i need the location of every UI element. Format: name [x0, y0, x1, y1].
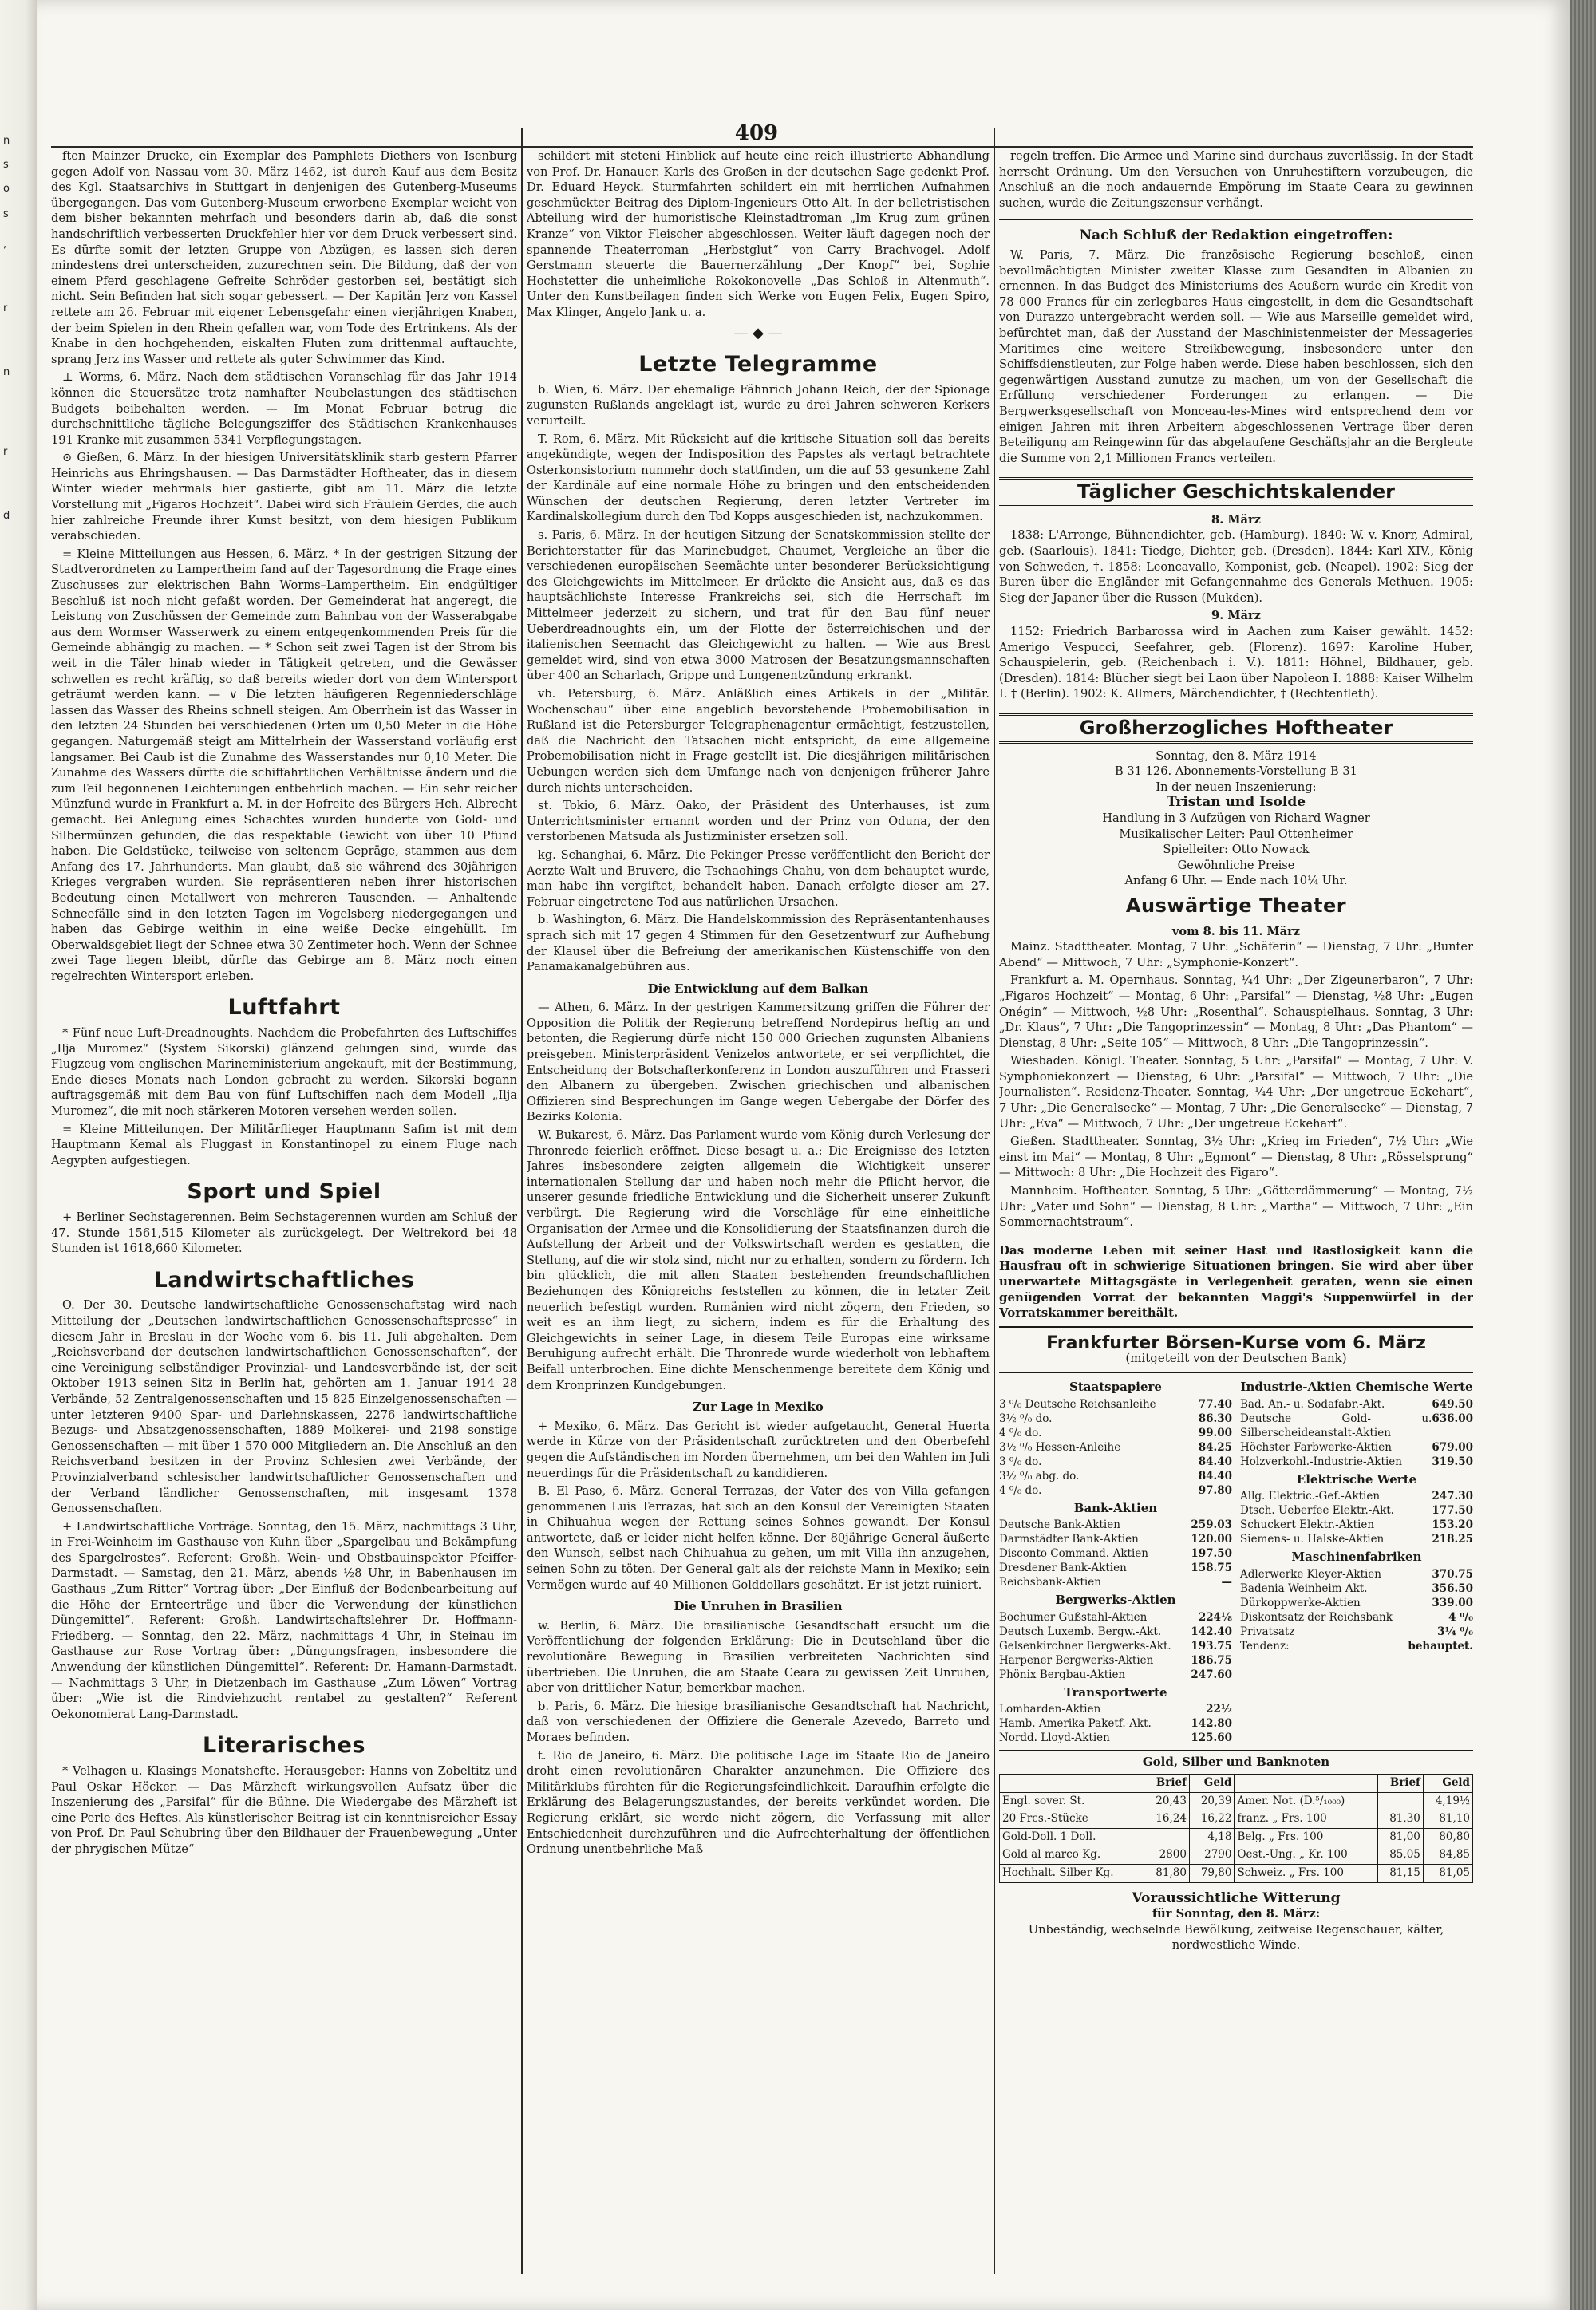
article-paragraph: ⊙ Gießen, 6. März. In der hiesigen Universitätsklinik starb gestern Pfarrer Heinrichs aus Ehringshausen. — Das Darmstädter Hoftheater, das in diesem Winter wieder mehrmals hier gastierte, gibt am 11. März die letzte Vorstellung mit „Figaros Hochzeit“. Dabei wird sich Fräulein Gerdes, die auch hier zahlreiche Freunde ihrer Kunst besitzt, von dem hiesigen Publikum verabschieden.: [51, 451, 517, 543]
kurse-row: [1240, 1610, 1473, 1625]
binding-fragment: ,: [3, 239, 7, 251]
kurse-security-name: 3½ ⁰/₀ do.: [999, 1412, 1053, 1425]
weather-date: für Sonntag, den 8. März:: [1152, 1907, 1321, 1921]
gold-table-cell: 20,43: [1144, 1792, 1190, 1810]
telegram-paragraph: t. Rio de Janeiro, 6. März. Die politische Lage im Staate Rio de Janeiro droht einen revolutionären Charakter anzunehmen. Die Offiziere des Militärklubs fürchten für die Regierungsfeindlichkeit. Daraufhin erfolgte die Erklärung des Belagerungszustandes, der bereits verkündet worden. Die Regierung erklärt, sie werde nicht zögern, die Verfassung mit aller Entschiedenheit durchzuführen und die Aufrechterhaltung der öffentlichen Ordnung unentbehrliche Maß: [527, 1748, 990, 1857]
theater-line: Spielleiter: Otto Nowack: [1163, 843, 1310, 857]
kurse-row: [999, 1653, 1232, 1668]
kurse-security-name: Hamb. Amerika Paketf.-Akt.: [999, 1717, 1152, 1731]
binding-fragment: r: [3, 302, 8, 314]
weather-forecast: Unbeständig, wechselnde Bewölkung, zeitweise Regenschauer, kälter, nordwestliche Winde.: [1028, 1922, 1444, 1953]
kurse-security-name: Deutsch Luxemb. Bergw.-Akt.: [999, 1625, 1162, 1638]
theater-listing: Wiesbaden. Königl. Theater. Sonntag, 5 Uhr: „Parsifal“ — Montag, 7 Uhr: V. Symphoniekonzert — Dienstag, 6 Uhr: „Parsifal“ — Mittwoch, 7 Uhr: „Die Journalisten“. Residenz-Theater. Sonntag, ¼4 Uhr: „Der ungetreue Eckehart“, 7 Uhr: „Die Generalsecke“ — Montag, 7 Uhr: „Die Generalsecke“ — Dienstag, 7 Uhr: „Eva“ — Mittwoch, 7 Uhr: „Der ungetreue Eckehart“.: [999, 1054, 1473, 1131]
kurse-security-name: Harpener Bergwerks-Aktien: [999, 1653, 1154, 1667]
kurse-price: 197.50: [1191, 1547, 1232, 1561]
gold-table-cell: 79,80: [1189, 1864, 1235, 1882]
kurse-row: [999, 1625, 1232, 1639]
section-heading-sport: Sport und Spiel: [187, 1179, 381, 1205]
kurse-price: behauptet.: [1408, 1639, 1473, 1653]
telegram-paragraph: T. Rom, 6. März. Mit Rücksicht auf die kritische Situation soll das bereits angekündigte, wegen der Indisposition des Papstes als vertagt betrachtete Osterkonsistorium nunmehr doch stattfinden, um die auf 53 gesunkene Zahl der Kardinäle auf eine normale Höhe zu bringen und den entscheidenden Wünschen der deutschen Regierung, deren letzter Vertreter im Kardinalskollegium durch den Tod Kopps ausgeschieden ist, nachzukommen.: [527, 432, 990, 524]
kurse-price: 153.20: [1432, 1518, 1473, 1532]
book-page-edge: [1570, 0, 1596, 2310]
column-1: [51, 148, 517, 2287]
theater-listing: Gießen. Stadttheater. Sonntag, 3½ Uhr: „Krieg im Frieden“, 7½ Uhr: „Wie einst im Mai“ — Montag, 8 Uhr: „Egmont“ — Dienstag, 8 Uhr: „Rösselsprung“ — Mittwoch: 8 Uhr: „Die Hochzeit des Figaro“.: [999, 1135, 1473, 1180]
gold-table-cell: Gold al marco Kg.: [1000, 1846, 1144, 1865]
gold-silber-table: [999, 1774, 1473, 1883]
kurse-security-name: 3½ ⁰/₀ abg. do.: [999, 1469, 1080, 1483]
theater-line: Anfang 6 Uhr. — Ende nach 10¼ Uhr.: [1124, 874, 1348, 888]
kurse-security-name: Nordd. Lloyd-Aktien: [999, 1732, 1110, 1745]
kurse-group-heading: Staatspapiere: [1069, 1379, 1162, 1394]
gold-table-cell: 80,80: [1423, 1828, 1472, 1846]
gold-table-cell: 20,39: [1189, 1792, 1235, 1810]
gold-table-cell: 2800: [1144, 1846, 1190, 1865]
gold-table-cell: 81,00: [1378, 1828, 1424, 1846]
boersen-kurse-title: Frankfurter Börsen-Kurse vom 6. März: [1046, 1333, 1426, 1353]
kurse-price: 97.80: [1198, 1483, 1232, 1497]
kurse-price: 77.40: [1198, 1397, 1232, 1411]
gold-table-cell: Hochhalt. Silber Kg.: [1000, 1864, 1144, 1882]
section-heading-landwirtschaft: Landwirtschaftliches: [153, 1267, 415, 1293]
binding-fragment: d: [3, 510, 10, 522]
kurse-row: [1240, 1412, 1473, 1440]
kurse-price: 84.40: [1198, 1469, 1232, 1483]
advertisement-notice: Das moderne Leben mit seiner Hast und Rastlosigkeit kann die Hausfrau oft in schwierige Situationen bringen. Sie wird aber über unerwartete Mittagsgäste in Verlegenheit geraten, wenn sie einen genügenden Vorrat der bekannten Maggi's Suppenwürfel in der Vorratskammer bereithält.: [999, 1238, 1473, 1328]
gold-table-cell: Schweiz. „ Frs. 100: [1235, 1864, 1378, 1882]
theater-listing: Mannheim. Hoftheater. Sonntag, 5 Uhr: „Götterdämmerung“ — Montag, 7½ Uhr: „Vater und Sohn“ — Dienstag, 8 Uhr: „Martha“ — Mittwoch, 7 Uhr: „Ein Sommernachtstraum“.: [999, 1184, 1473, 1230]
section-heading-auswaertige-theater: Auswärtige Theater: [1125, 894, 1347, 917]
theater-line: B 31 126. Abonnements-Vorstellung B 31: [1115, 764, 1357, 779]
article-paragraph: * Fünf neue Luft-Dreadnoughts. Nachdem die Probefahrten des Luftschiffes „Ilja Muromez“ (System Sikorski) glänzend gelungen sind, wurde das Flugzeug vom englischen Marineministerium angekauft, mit der Bestimmung, Ende dieses Monats nach London gebracht zu werden. Sikorski begann auftragsgemäß mit dem Bau von fünf Luftschiffen nach dem Modell „Ilja Muromez“, die mit noch stärkeren Motoren versehen werden sollen.: [51, 1026, 517, 1119]
kurse-security-name: Lombarden-Aktien: [999, 1703, 1101, 1716]
gold-table-cell: 20 Frcs.-Stücke: [1000, 1810, 1144, 1829]
gold-table-row: [1000, 1792, 1473, 1810]
ornament-divider: — ◆ —: [733, 324, 783, 342]
boersen-kurse-subtitle: (mitgeteilt von der Deutschen Bank): [1125, 1351, 1347, 1366]
kurse-row: [1240, 1440, 1473, 1455]
kurse-security-name: Reichsbank-Aktien: [999, 1576, 1101, 1589]
kurse-row: [999, 1440, 1232, 1455]
gold-table-cell: Gold-Doll. 1 Doll.: [1000, 1828, 1144, 1846]
kurse-price: 3¼ ⁰/₀: [1437, 1625, 1473, 1638]
theater-line: Musikalischer Leiter: Paul Ottenheimer: [1119, 827, 1353, 841]
article-paragraph: = Kleine Mitteilungen. Der Militärflieger Hauptmann Safim ist mit dem Hauptmann Kemal als Fluggast in Konstantinopel zu einem Fluge nach Aegypten aufgestiegen.: [51, 1122, 517, 1167]
gold-table-cell: 2790: [1189, 1846, 1235, 1865]
kurse-security-name: Disconto Command.-Aktien: [999, 1547, 1148, 1561]
gold-table-cell: Oest.-Ung. „ Kr. 100: [1235, 1846, 1378, 1865]
kurse-column-right: [1240, 1376, 1473, 1745]
kurse-price: 177.50: [1432, 1504, 1473, 1518]
article-paragraph: W. Paris, 7. März. Die französische Regierung beschloß, einen bevollmächtigten Minister zweiter Klasse zum Gesandten in Albanien zu ernennen. In das Budget des Ministeriums des Aeußern wurde ein Kredit von 78 000 Francs für ein zerlegbares Haus eingestellt, in dem die Gesandtschaft von Durazzo untergebracht werden soll. — Wie aus Marseille gemeldet wird, befürchtet man, daß der Ausstand der Maschinistenmeister der Messageries Maritimes eine weitere Streikbewegung, insbesondere unter den Schiffsdienstleuten, zur Folge haben werde. Diese haben beschlossen, sich den gegenwärtigen Ausstand zunutze zu machen, um von der Gesellschaft die Erfüllung verschiedener Forderungen zu erlangen. — Die Bergwerksgesellschaft von Monceau-les-Mines wird entsprechend dem vor einigen Jahren mit ihren Arbeitern abgeschlossenen Vertrage über deren Beteiligung am Reingewinn für das abgelaufene Geschäftsjahr an die Bergleute die Summe von 2,1 Millionen Francs verteilen.: [999, 247, 1473, 465]
kurse-price: 86.30: [1198, 1412, 1232, 1425]
kurse-group-heading: Bank-Aktien: [1073, 1500, 1158, 1515]
kurse-security-name: Diskontsatz der Reichsbank: [1240, 1610, 1393, 1624]
top-rule: [51, 146, 1473, 148]
article-paragraph: schildert mit steteni Hinblick auf heute eine reich illustrierte Abhandlung von Prof. Dr. Hanauer. Karls des Großen in der deutschen Sage gedenkt Prof. Dr. Eduard Heyck. Sturmfahrten schildert ein mit herrlichen Aufnahmen geschmückter Beitrag des Diplom-Ingenieurs Otto Alt. In der belletristischen Abteilung wird der humoristische Kleinstadtroman „Im Krug zum grünen Kranze“ von Viktor Fleischer abgeschlossen. Weiter läuft dagegen noch der spannende Theaterroman „Herbstglut“ von Carry Brachvogel. Adolf Gerstmann steuerte die Bauernerzählung „Der Knopf“ bei, Sophie Hochstetter die unheimliche Rokokonovelle „Das Schloß in Altenmuth“. Unter den Kunstbeilagen finden sich Werke von Eugen Felix, Eugen Spiro, Max Klinger, Angelo Jank u. a.: [527, 149, 990, 319]
kurse-security-name: 3½ ⁰/₀ Hessen-Anleihe: [999, 1440, 1121, 1454]
gold-table-row: [1000, 1864, 1473, 1882]
kurse-row: [999, 1561, 1232, 1575]
gold-table-row: [1000, 1810, 1473, 1829]
kurse-price: 99.00: [1198, 1426, 1232, 1439]
kurse-price: 356.50: [1432, 1581, 1473, 1595]
kurse-security-name: 4 ⁰/₀ do.: [999, 1483, 1042, 1497]
section-heading-telegramme: Letzte Telegramme: [638, 352, 878, 377]
kurse-security-name: Bad. An.- u. Sodafabr.-Akt.: [1240, 1397, 1385, 1411]
kurse-row: [999, 1610, 1232, 1625]
column-2: [527, 148, 990, 2287]
gold-table-cell: Belg. „ Frs. 100: [1235, 1828, 1378, 1846]
kurse-security-name: Höchster Farbwerke-Aktien: [1240, 1440, 1392, 1454]
article-paragraph: O. Der 30. Deutsche landwirtschaftliche Genossenschaftstag wird nach Mitteilung der „Deutschen landwirtschaftlichen Genossenschaftspresse“ in diesem Jahr in Breslau in der Woche vom 6. bis 11. Juli abgehalten. Dem „Reichsverband der deutschen landwirtschaftlichen Genossenschaften“, der eine Vereinigung selbständiger Provinzial- und Landesverbände ist, der seit Oktober 1913 seinen Sitz in Berlin hat, gehörten am 1. Januar 1914 28 Verbände, 52 Zentralgenossenschaften und 15 825 Einzelgenossenschaften — unter letzteren 9400 Spar- und Darlehnskassen, 2276 landwirtschaftliche Bezugs- und Absatzgenossenschaften, 1889 Molkerei- und 2198 sonstige Genossenschaften — mit über 1 570 000 Mitgliedern an. Die Anschluß an den Reichsverband besitzen in der Provinz Schlesien zwei Verbände, der Provinzialverband schlesischer landwirtschaftlicher Genossenschaften und der Verband ländlicher Genossenschaften, mit insgesamt 1378 Genossenschaften.: [51, 1298, 517, 1516]
kurse-price: 4 ⁰/₀: [1448, 1610, 1473, 1624]
gold-table-cell: 81,30: [1378, 1810, 1424, 1829]
gold-table-header: Geld: [1189, 1774, 1235, 1792]
kurse-row: [999, 1575, 1232, 1589]
kurse-security-name: 4 ⁰/₀ do.: [999, 1426, 1042, 1439]
kurse-price: 319.50: [1432, 1455, 1473, 1468]
kurse-row: [999, 1546, 1232, 1561]
theater-line: In der neuen Inszenierung:: [1156, 780, 1317, 794]
gold-table-cell: Amer. Not. (D.⁵/₁₀₀₀): [1235, 1792, 1378, 1810]
telegram-paragraph: B. El Paso, 6. März. General Terrazas, der Vater des von Villa gefangen genommenen Luis Terrazas, hat sich an den Konsul der Vereinigten Staaten in Chihuahua wegen der Rettung seines Sohnes gewandt. Der Konsul antwortete, daß er leider nicht helfen könne. Der 80jährige General äußerte den Wunsch, selbst nach Chihuahua zu gehen, um mit Villa ihn anzugehen, seinen Sohn zu töten. Der General galt als der reichste Mann in Mexiko; sein Vermögen wurde auf 40 Millionen Golddollars geschätzt. Er ist jetzt ruiniert.: [527, 1484, 990, 1592]
kurse-row: [999, 1483, 1232, 1498]
kurse-row: [999, 1455, 1232, 1469]
gold-table-cell: franz. „ Frs. 100: [1235, 1810, 1378, 1829]
kurse-security-name: Badenia Weinheim Akt.: [1240, 1581, 1368, 1595]
kurse-row: [1240, 1518, 1473, 1532]
telegram-paragraph: b. Washington, 6. März. Die Handelskommission des Repräsentantenhauses sprach sich mit 17 gegen 4 Stimmen für den Gesetzentwurf zur Aufhebung der Klausel über die Befreiung der amerikanischen Küstenschiffe von den Panamakanalgebühren aus.: [527, 913, 990, 974]
gold-table-cell: 81,80: [1144, 1864, 1190, 1882]
article-paragraph: = Kleine Mitteilungen aus Hessen, 6. März. * In der gestrigen Sitzung der Stadtverordneten zu Lampertheim fand auf der Tagesordnung die Frage eines Zuschusses zur elektrischen Bahn Worms–Lampertheim. Ein endgültiger Beschluß ist noch nicht gefaßt worden. Der Gemeinderat hat angeregt, die Leistung von Zuschüssen der Gemeinde zum Bahnbau von der Wasserabgabe aus dem Wormser Wasserwerk zu einem entgegenkommenden Preis für die Gemeinde abhängig zu machen. — * Schon seit zwei Tagen ist der Strom bis weit in die Täler hinab wieder in Tätigkeit getreten, und die Gewässer schwellen es recht kräftig, so daß bereits wieder dort von dem Wintersport geträumt werden kann. — ∨ Die letzten häufigeren Regenniederschläge lassen das Wasser des Rheins schnell steigen. Am Oberrhein ist das Wasser in den letzten 24 Stunden bei verschiedenen Orten um 0,50 Meter in die Höhe gegangen. Naturgemäß steigt am Mittelrhein der Wasserstand vorläufig erst langsamer. Bei Caub ist die Zunahme des Wasserstandes nur 0,10 Meter. Die Zunahme des Wassers dürfte die schiffahrtlichen Verhältnisse ändern und die zum Teil begonnenen Leichterungen entbehrlich machen. — Ein sehr reicher Münzfund wurde in Frankfurt a. M. in der Hofreite des Bürgers Hch. Albrecht gemacht. Bei Anlegung eines Schachtes wurden hunderte von Gold- und Silbermünzen gefunden, die das respektable Gewicht von über 10 Pfund haben. Die Geldstücke, teilweise von seltenem Gepräge, stammen aus dem Anfang des 17. Jahrhunderts. Man glaubt, daß sie während des 30jährigen Krieges vergraben wurden. Sie repräsentieren neben ihrer historischen Bedeutung einen Metallwert von mehreren Tausenden. — Anhaltende Schneefälle sind in den letzten Tagen im Vogelsberg niedergegangen und haben das Gebirge weithin in eine weiße Decke eingehüllt. Im Oberwaldsgebiet liegt der Schnee etwa 30 Zentimeter hoch. Wenn der Schnee zwei Tage liegen bleibt, dürfte das Gebirge am 8. März noch einen regelrechten Wintersport erleben.: [51, 547, 517, 983]
kurse-row: [999, 1518, 1232, 1532]
kurse-row: [999, 1469, 1232, 1483]
kurse-security-name: Schuckert Elektr.-Aktien: [1240, 1518, 1375, 1532]
kurse-group-heading: Elektrische Werte: [1296, 1471, 1417, 1487]
kurse-price: 84.40: [1198, 1455, 1232, 1468]
kurse-row: [1240, 1567, 1473, 1581]
theater-title: Tristan und Isolde: [1166, 794, 1306, 811]
telegram-paragraph: W. Bukarest, 6. März. Das Parlament wurde vom König durch Verlesung der Thronrede feierlich eröffnet. Diese besagt u. a.: Die Ereignisse des letzten Jahres insbesondere zeigten allgemein die Wichtigkeit unserer internationalen Stellung dar und haben noch mehr die Pflicht hervor, die unserer gesunde friedliche Entwicklung und die Sicherheit unserer Zukunft verbürgt. Die Regierung wird die Vorschläge für eine einheitliche Organisation der Armee und die Konsolidierung der Staatsfinanzen durch die Aufstellung der Arbeit und der Volkswirtschaft werden es gestatten, die Stellung, auf die wir stolz sind, nicht nur zu erhalten, sondern zu fördern. Ich bin glücklich, die mit allen Staaten bestehenden freundschaftlichen Beziehungen des Königreichs feststellen zu können, die in letzter Zeit neuerlich befestigt wurden. Rumänien wird nicht zögern, den Frieden, so weit es an ihm liegt, zu sichern, indem es für die Erhaltung des Gleichgewichts in seiner Lage, in diesem Teile Europas eine wirksame Beruhigung aufrecht erhält. Die Thronrede wurde wiederholt von lebhaftem Beifall unterbrochen. Eine dichte Menschenmenge bereitete dem König und dem Kronprinzen Kundgebungen.: [527, 1128, 990, 1392]
kurse-price: 120.00: [1191, 1533, 1232, 1546]
gold-table-header: Brief: [1378, 1774, 1424, 1792]
binding-strip: [0, 0, 37, 2310]
kurse-price: 158.75: [1191, 1562, 1232, 1575]
kurse-price: 247.30: [1432, 1490, 1473, 1503]
page-number: 409: [734, 121, 779, 145]
kurse-price: 125.60: [1191, 1732, 1232, 1745]
calendar-entries: 1838: L'Arronge, Bühnendichter, geb. (Hamburg). 1840: W. v. Knorr, Admiral, geb. (Saarlouis). 1841: Tiedge, Dichter, geb. (Dresden). 1844: Karl XIV., König von Schweden, †. 1858: Leoncavallo, Komponist, geb. (Neapel). 1902: Sieg der Buren über die Engländer mit Gefangennahme des Generals Methuen. 1905: Sieg der Japaner über die Russen (Mukden).: [999, 528, 1473, 605]
telegram-paragraph: kg. Schanghai, 6. März. Die Pekinger Presse veröffentlicht den Bericht der Aerzte Walt und Bruvere, die Tschaohings Chahu, von dem behauptet wurde, man habe ihn vergiftet, behandelt haben. Danach erfolgte dieser am 27. Februar eingetretene Tod aus natürlichen Ursachen.: [527, 847, 990, 909]
subheading-mexiko: Zur Lage in Mexiko: [693, 1400, 824, 1415]
telegram-paragraph: st. Tokio, 6. März. Oako, der Präsident des Unterhauses, ist zum Unterrichtsminister ernannt worden und der Prinz von Oduna, der den verstorbenen Matsuda als Justizminister ersetzen soll.: [527, 799, 990, 844]
kurse-price: 339.00: [1432, 1596, 1473, 1609]
section-heading-hoftheater: Großherzogliches Hoftheater: [999, 713, 1473, 744]
column-rule: [994, 128, 995, 2274]
article-paragraph: * Velhagen u. Klasings Monatshefte. Herausgeber: Hanns von Zobeltitz und Paul Oskar Höcker. — Das Märzheft wirkungsvollen Aufsatz über die Inszenierung des „Parsifal“ für die Bühne. Die Wiedergabe des Märzheft ist eine Perle des Heftes. Als künstlerischer Beitrag ist ein kenntnisreicher Essay von Prof. Dr. Paul Schubring über den Bildhauer der Frauenbewegung „Unter der phrygischen Mütze“: [51, 1764, 517, 1856]
kurse-price: 649.50: [1432, 1397, 1473, 1411]
kurse-price: 142.80: [1191, 1717, 1232, 1731]
kurse-row: [1240, 1397, 1473, 1412]
kurse-price: 679.00: [1432, 1440, 1473, 1454]
binding-fragment: s: [3, 159, 9, 171]
kurse-row: [999, 1668, 1232, 1682]
kurse-row: [1240, 1596, 1473, 1610]
kurse-security-name: Gelsenkirchner Bergwerks-Akt.: [999, 1639, 1171, 1653]
column-3: [999, 148, 1473, 2287]
kurse-security-name: Dürkoppwerke-Aktien: [1240, 1596, 1361, 1609]
kurse-price: 193.75: [1191, 1639, 1232, 1653]
gold-table-row: [1000, 1828, 1473, 1846]
kurse-row: [1240, 1625, 1473, 1639]
kurse-security-name: Allg. Elektric.-Gef.-Aktien: [1240, 1490, 1381, 1503]
gold-table-cell: 4,18: [1189, 1828, 1235, 1846]
column-rule: [521, 128, 523, 2274]
theater-line: Gewöhnliche Preise: [1177, 858, 1295, 872]
kurse-price: 247.60: [1191, 1668, 1232, 1681]
section-heading-literarisches: Literarisches: [203, 1733, 365, 1759]
subheading-brasilien: Die Unruhen in Brasilien: [674, 1599, 843, 1614]
subheading-balkan: Die Entwicklung auf dem Balkan: [647, 981, 869, 996]
binding-fragment: n: [3, 366, 10, 378]
kurse-security-name: 3 ⁰/₀ Deutsche Reichsanleihe: [999, 1397, 1156, 1411]
binding-fragment: r: [3, 446, 8, 458]
gold-table-header: Geld: [1423, 1774, 1472, 1792]
telegram-paragraph: — Athen, 6. März. In der gestrigen Kammersitzung griffen die Führer der Opposition die Politik der Regierung betreffend Nordepirus heftig an und betonten, die Regierung dürfe nicht 150 000 Griechen zugunsten Albaniens preisgeben. Ministerpräsident Venizelos antwortete, er sei verpflichtet, die Entscheidung der Botschafterkonferenz in London auszuführen und Frasseri den Albanern zu übergeben. Zwischen griechischen und albanischen Offizieren sind Besprechungen im Gange wegen Uebergabe der Dörfer des Bezirks Kolonia.: [527, 1001, 990, 1124]
kurse-row: [999, 1716, 1232, 1731]
kurse-row: [999, 1639, 1232, 1653]
kurse-price: 186.75: [1191, 1653, 1232, 1667]
kurse-group-heading: Maschinenfabriken: [1291, 1550, 1422, 1565]
gold-table-header: [1000, 1774, 1144, 1792]
divider-rule: [999, 219, 1473, 220]
kurse-security-name: Dresdener Bank-Aktien: [999, 1562, 1127, 1575]
kurse-price: 259.03: [1191, 1518, 1232, 1532]
kurse-security-name: Deutsche Bank-Aktien: [999, 1518, 1120, 1532]
kurse-row: [1240, 1455, 1473, 1469]
kurse-column-left: [999, 1376, 1232, 1745]
article-paragraph: + Berliner Sechstagerennen. Beim Sechstagerennen wurden am Schluß der 47. Stunde 1561,515 Kilometer als zurückgelegt. Der Weltrekord bei 48 Stunden ist 1618,660 Kilometer.: [51, 1210, 517, 1256]
gold-table-cell: 16,22: [1189, 1810, 1235, 1829]
kurse-price: 370.75: [1432, 1567, 1473, 1581]
binding-fragment: o: [3, 183, 10, 195]
kurse-security-name: Darmstädter Bank-Aktien: [999, 1533, 1139, 1546]
kurse-price: —: [1221, 1576, 1232, 1589]
kurse-price: 218.25: [1432, 1533, 1473, 1546]
gold-table-cell: 81,10: [1423, 1810, 1472, 1829]
telegram-paragraph: w. Berlin, 6. März. Die brasilianische Gesandtschaft ersucht um die Veröffentlichung der folgenden Erklärung: Die in Deutschland über die revolutionäre Bewegung in Brasilien verbreiteten Nachrichten sind übertrieben. Die Unruhen, die am Staate Ceara zu gewissen Zeit Unruhen, aber von drittlicher Natur, bemerkbar machen.: [527, 1618, 990, 1696]
kurse-row: [999, 1412, 1232, 1426]
gold-table-cell: 84,85: [1423, 1846, 1472, 1865]
theater-line: Sonntag, den 8. März 1914: [1156, 748, 1317, 763]
kurse-group-heading: Industrie-Aktien Chemische Werte: [1240, 1379, 1473, 1394]
gold-table-cell: 4,19½: [1423, 1792, 1472, 1810]
kurse-security-name: Bochumer Gußstahl-Aktien: [999, 1610, 1148, 1624]
kurse-price: 636.00: [1432, 1412, 1473, 1425]
calendar-date: 8. März: [1211, 512, 1261, 527]
kurse-price: 84.25: [1198, 1440, 1232, 1454]
calendar-entries: 1152: Friedrich Barbarossa wird in Aachen zum Kaiser gewählt. 1452: Amerigo Vespucci, Seefahrer, geb. (Florenz). 1697: Karoline Huber, Schauspielerin, geb. (Reichenbach i. V.). 1811: Höhnel, Bildhauer, geb. (Dresden). 1814: Blücher siegt bei Laon über Napoleon I. 1888: Kaiser Wilhelm I. † (Berlin). 1902: K. Allmers, Märchendichter, † (Rechtenfleth).: [999, 625, 1473, 701]
theater-date-range: vom 8. bis 11. März: [1171, 924, 1301, 938]
gold-table-row: [1000, 1846, 1473, 1865]
kurse-row: [999, 1532, 1232, 1546]
kurse-row: [1240, 1489, 1473, 1503]
telegram-paragraph: + Mexiko, 6. März. Das Gericht ist wieder aufgetaucht, General Huerta werde in Kürze von der Präsidentschaft zurücktreten und den Oberbefehl gegen die Aufständischen im Norden übernehmen, um bei den Wahlen im Juli neuerdings für die Präsidentschaft zu kandidieren.: [527, 1419, 990, 1480]
gold-table-cell: 81,05: [1423, 1864, 1472, 1882]
kurse-security-name: Siemens- u. Halske-Aktien: [1240, 1533, 1385, 1546]
binding-fragment: s: [3, 208, 9, 220]
telegram-paragraph: b. Wien, 6. März. Der ehemalige Fähnrich Johann Reich, der der Spionage zugunsten Rußlands angeklagt ist, wurde zu drei Jahren schweren Kerkers verurteilt.: [527, 382, 990, 428]
gold-table-header: [1235, 1774, 1378, 1792]
calendar-date: 9. März: [1211, 609, 1261, 623]
kurse-price: 142.40: [1191, 1625, 1232, 1638]
theater-line: Handlung in 3 Aufzügen von Richard Wagner: [1102, 811, 1370, 825]
kurse-security-name: Phönix Bergbau-Aktien: [999, 1668, 1126, 1681]
kurse-security-name: Holzverkohl.-Industrie-Aktien: [1240, 1455, 1402, 1468]
kurse-group-heading: Bergwerks-Aktien: [1055, 1593, 1176, 1608]
weather-heading: Voraussichtliche Witterung: [1132, 1889, 1341, 1906]
gold-table-cell: [1378, 1792, 1424, 1810]
gold-silber-heading: Gold, Silber und Banknoten: [999, 1750, 1473, 1771]
kurse-row: [999, 1731, 1232, 1745]
subheading-redaktion: Nach Schluß der Redaktion eingetroffen:: [1079, 227, 1393, 244]
boersen-kurse-table: [999, 1372, 1473, 1745]
gold-table-cell: [1144, 1828, 1190, 1846]
section-heading-geschichtskalender: Täglicher Geschichtskalender: [999, 477, 1473, 507]
article-paragraph: + Landwirtschaftliche Vorträge. Sonntag, den 15. März, nachmittags 3 Uhr, in Frei-Weinheim im Gasthause von Kuhn über „Spargelbau und Bekämpfung des Spargelrostes“. Referent: Großh. Wein- und Obstbauinspektor Pfeiffer-Darmstadt. — Samstag, den 21. März, abends ½8 Uhr, in Babenhausen im Gasthaus „Zum Ritter“ Vortrag über: „Der Einfluß der Bodenbearbeitung auf die Höhe der Ernteerträge und über die Verwendung der künstlichen Düngemittel“. Referent: Großh. Landwirtschaftslehrer Dr. Hoffmann-Friedberg. — Sonntag, den 22. März, nachmittags 4 Uhr, in Steinau im Gasthause zur Rose Vortrag über: „Düngungsfragen, insbesondere die Anwendung der künstlichen Düngemittel“. Referent: Dr. Hamann-Darmstadt. — Nachmittags 3 Uhr, in Dietzenbach im Gasthause „Zum Löwen“ Vortrag über: „Wie ist die Rindviehzucht rentabel zu gestalten?“ Referent Oekonomierat Lang-Darmstadt.: [51, 1519, 517, 1721]
theater-listing: Frankfurt a. M. Opernhaus. Sonntag, ¼4 Uhr: „Der Zigeunerbaron“, 7 Uhr: „Figaros Hochzeit“ — Montag, 6 Uhr: „Parsifal“ — Dienstag, ½8 Uhr: „Eugen Onégin“ — Mittwoch, ½8 Uhr: „Rosenthal“. Schauspielhaus. Sonntag, 3 Uhr: „Dr. Klaus“, 7 Uhr: „Die Tangoprinzessin“ — Montag, 8 Uhr: „Das Phantom“ — Dienstag, 8 Uhr: „Seite 105“ — Mittwoch, 8 Uhr: „Die Tangoprinzessin“.: [999, 973, 1473, 1050]
kurse-row: [999, 1397, 1232, 1412]
section-heading-luftfahrt: Luftfahrt: [227, 995, 341, 1021]
kurse-price: 224⅛: [1198, 1610, 1232, 1624]
theater-listing: Mainz. Stadttheater. Montag, 7 Uhr: „Schäferin“ — Dienstag, 7 Uhr: „Bunter Abend“ — Mittwoch, 7 Uhr: „Symphonie-Konzert“.: [999, 940, 1473, 969]
telegram-paragraph: vb. Petersburg, 6. März. Anläßlich eines Artikels in der „Militär. Wochenschau“ über eine angeblich bevorstehende Probemobilisation in Rußland ist die Petersburger Telegraphenagentur ermächtigt, festzustellen, daß die Nachricht den Tatsachen nicht entspricht, da eine allgemeine Probemobilisation nicht in Frage gestellt ist. Die diesjährigen militärischen Uebungen werden sich dem Umfange nach von denjenigen früherer Jahre durch nichts unterscheiden.: [527, 687, 990, 795]
kurse-row: [999, 1426, 1232, 1440]
kurse-security-name: Privatsatz: [1240, 1625, 1295, 1638]
kurse-row: [1240, 1503, 1473, 1518]
gold-table-cell: 16,24: [1144, 1810, 1190, 1829]
kurse-group-heading: Transportwerte: [1064, 1684, 1167, 1700]
telegram-paragraph: b. Paris, 6. März. Die hiesige brasilianische Gesandtschaft hat Nachricht, daß von verschiedenen der Offiziere die Generale Azevedo, Barreto und Moraes befinden.: [527, 1699, 990, 1744]
kurse-row: [1240, 1532, 1473, 1546]
article-paragraph: regeln treffen. Die Armee und Marine sind durchaus zuverlässig. In der Stadt herrscht Ordnung. Um den Versuchen von Unruhestiftern vorzubeugen, die Anschluß an die noch andauernde Empörung im Staate Ceara zu gewinnen suchen, wurde die Zeitungszensur verhängt.: [999, 149, 1473, 210]
gold-table-header: Brief: [1144, 1774, 1190, 1792]
article-paragraph: ⊥ Worms, 6. März. Nach dem städtischen Voranschlag für das Jahr 1914 können die Steuersätze trotz namhafter Neubelastungen des städtischen Budgets beibehalten werden. — Im Monat Februar betrug die durchschnittliche tägliche Belegungsziffer des Städtischen Krankenhauses 191 Kranke mit zusammen 5341 Verpflegungstagen.: [51, 370, 517, 447]
binding-fragment: n: [3, 135, 10, 147]
article-paragraph: ften Mainzer Drucke, ein Exemplar des Pamphlets Diethers von Isenburg gegen Adolf von Nassau vom 30. März 1462, ist durch Kauf aus dem Besitz des Kgl. Staatsarchivs in Stuttgart in denjenigen des Gutenberg-Museums übergegangen. Das vom Gutenberg-Museum erworbene Exemplar weicht von dem bisher bekannten mehrfach und besonders darin ab, daß die sonst handschriftlich verbesserten Druckfehler hier vor dem Druck verbessert sind. Es dürfte somit der letzten Gruppe von Abzügen, es lassen sich deren mindestens drei unterscheiden, zuzurechnen sein. Die Bildung, daß der von einem Pferd geschlagene Gefreite Schröder gestorben sei, bestätigt sich nicht. Sein Befinden hat sich sogar gebessert. — Der Kapitän Jerz von Kassel rettete am 26. Februar mit eigener Lebensgefahr einen vierjährigen Knaben, der beim Spielen in den Rhein gefallen war, vom Tode des Ertrinkens. Als der Knabe in den hochgehenden, eiskalten Fluten zum drittenmal auftauchte, sprang Jerz ins Wasser und rettete als guter Schwimmer das Kind.: [51, 149, 517, 366]
kurse-row: [999, 1702, 1232, 1716]
kurse-row: [1240, 1639, 1473, 1653]
gold-table-cell: 85,05: [1378, 1846, 1424, 1865]
kurse-security-name: Dtsch. Ueberfee Elektr.-Akt.: [1240, 1504, 1394, 1518]
kurse-row: [1240, 1581, 1473, 1596]
gold-table-cell: Engl. sover. St.: [1000, 1792, 1144, 1810]
kurse-security-name: Adlerwerke Kleyer-Aktien: [1240, 1567, 1381, 1581]
kurse-security-name: Deutsche Gold- u. Silberscheideanstalt-Aktien: [1240, 1412, 1432, 1439]
kurse-price: 22½: [1206, 1703, 1232, 1716]
gold-table-cell: 81,15: [1378, 1864, 1424, 1882]
kurse-security-name: 3 ⁰/₀ do.: [999, 1455, 1042, 1468]
kurse-security-name: Tendenz:: [1240, 1639, 1290, 1653]
telegram-paragraph: s. Paris, 6. März. In der heutigen Sitzung der Senatskommission stellte der Berichterstatter für das Marinebudget, Chaumet, Vergleiche an über die verschiedenen europäischen Seemächte unter besonderer Berücksichtigung des Gleichgewichts im Mittelmeer. Er drückte die Ansicht aus, daß es das hauptsächlichste Interesse Frankreichs sei, sich die Herrschaft im Mittelmeer jederzeit zu sichern, und trat für den Bau fünf neuer Ueberdreadnoughts ein, um der Flotte der österreichischen und der italienischen Seemacht das Gleichgewicht zu halten. — Wie aus Brest gemeldet wird, sind von etwa 3000 Matrosen der Besatzungsmannschaften über 400 an Scharlach, Grippe und Lungenentzündung erkrankt.: [527, 528, 990, 683]
